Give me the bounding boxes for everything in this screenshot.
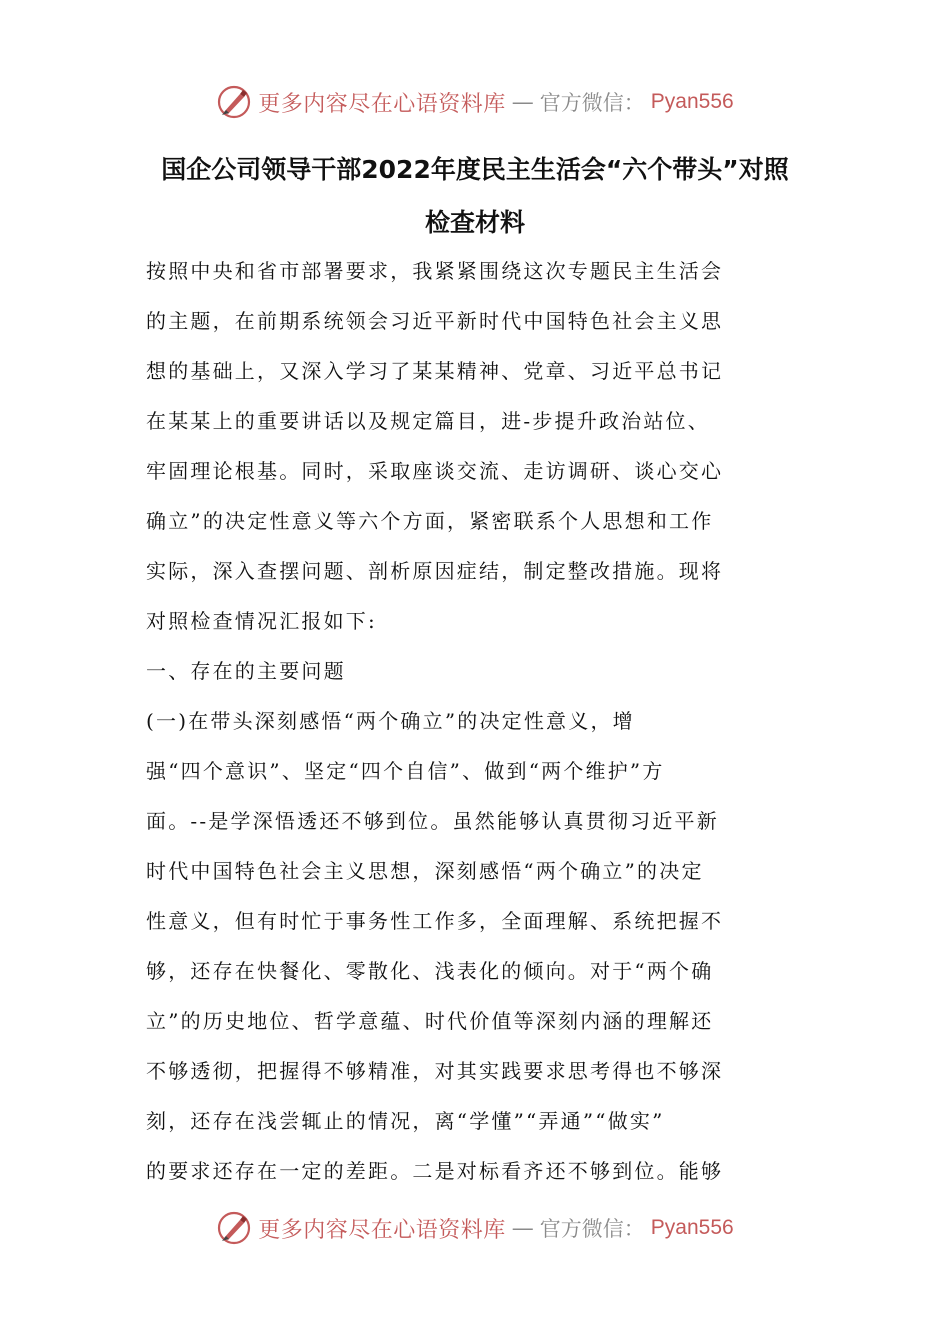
footer-banner: [0, 1206, 950, 1250]
subsection-heading: (一)在带头深刻感悟“两个确立”的决定性意义，增: [146, 709, 635, 733]
body-line: 对照检查情况汇报如下:: [146, 609, 377, 633]
document-title-line1: 国企公司领导干部2022年度民主生活会“六个带头”对照: [161, 155, 789, 184]
banner-site-text: 更多内容尽在心语资料库: [258, 1217, 506, 1243]
banner-dash: —: [511, 1215, 534, 1241]
document-title-line2: 检查材料: [424, 208, 525, 237]
banner-dash: —: [511, 89, 534, 115]
body-line: 按照中央和省市部署要求，我紧紧围绕这次专题民主生活会: [146, 259, 724, 283]
body-line: 的要求还存在一定的差距。二是对标看齐还不够到位。能够: [146, 1159, 724, 1183]
banner-content: [216, 1210, 733, 1246]
banner-content: [216, 84, 733, 120]
body-line: 时代中国特色社会主义思想，深刻感悟“两个确立”的决定: [146, 859, 704, 883]
header-banner: [0, 80, 950, 124]
banner-official-label: 官方微信：: [539, 1217, 645, 1241]
body-line: 想的基础上，又深入学习了某某精神、党章、习近平总书记: [146, 359, 724, 383]
body-line: 立”的历史地位、哲学意蕴、时代价值等深刻内涵的理解还: [146, 1009, 714, 1033]
body-line: 确立”的决定性意义等六个方面，紧密联系个人思想和工作: [146, 509, 714, 533]
body-line: 刻，还存在浅尝辄止的情况，离“学懂”“弄通”“做实”: [146, 1109, 665, 1133]
body-line: 的主题，在前期系统领会习近平新时代中国特色社会主义思: [146, 309, 724, 333]
banner-official-label: 官方微信：: [539, 91, 645, 115]
body-line: 实际，深入查摆问题、剖析原因症结，制定整改措施。现将: [146, 559, 724, 583]
body-line: 牢固理论根基。同时，采取座谈交流、走访调研、谈心交心: [146, 459, 724, 483]
banner-wechat-id: Pyan556: [650, 1216, 734, 1239]
banner-site-text: 更多内容尽在心语资料库: [258, 91, 506, 117]
body-line: 面。--是学深悟透还不够到位。虽然能够认真贯彻习近平新: [146, 809, 719, 833]
document-body: [146, 253, 746, 1203]
body-line: 在某某上的重要讲话以及规定篇目，进-步提升政治站位、: [146, 409, 710, 433]
body-line: 强“四个意识”、坚定“四个自信”、做到“两个维护”方: [146, 759, 665, 783]
banner-wechat-id: Pyan556: [650, 90, 734, 113]
body-line: 够，还存在快餐化、零散化、浅表化的倾向。对于“两个确: [146, 959, 714, 983]
pen-logo-icon: [216, 1210, 252, 1246]
body-line: 不够透彻，把握得不够精准，对其实践要求思考得也不够深: [146, 1059, 724, 1083]
section-heading: 一、存在的主要问题: [146, 659, 346, 683]
body-line: 性意义，但有时忙于事务性工作多，全面理解、系统把握不: [146, 909, 724, 933]
pen-logo-icon: [216, 84, 252, 120]
